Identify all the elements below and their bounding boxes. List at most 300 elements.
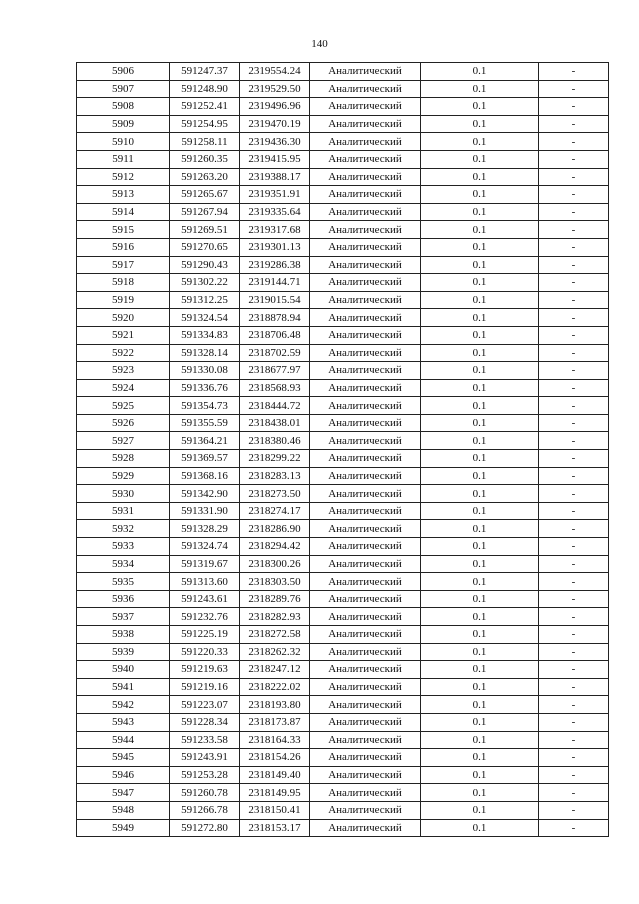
y-coordinate-cell: 2318438.01 xyxy=(240,414,310,432)
accuracy-cell: 0.1 xyxy=(421,643,539,661)
point-number-cell: 5937 xyxy=(77,608,170,626)
x-coordinate-cell: 591265.67 xyxy=(170,186,240,204)
note-cell: - xyxy=(539,274,609,292)
method-cell: Аналитический xyxy=(310,731,421,749)
point-number-cell: 5938 xyxy=(77,626,170,644)
x-coordinate-cell: 591354.73 xyxy=(170,397,240,415)
y-coordinate-cell: 2318878.94 xyxy=(240,309,310,327)
table-row xyxy=(77,379,609,397)
table-row xyxy=(77,626,609,644)
x-coordinate-cell: 591228.34 xyxy=(170,713,240,731)
y-coordinate-cell: 2319470.19 xyxy=(240,115,310,133)
method-cell: Аналитический xyxy=(310,590,421,608)
method-cell: Аналитический xyxy=(310,626,421,644)
note-cell: - xyxy=(539,485,609,503)
x-coordinate-cell: 591247.37 xyxy=(170,63,240,81)
note-cell: - xyxy=(539,291,609,309)
point-number-cell: 5928 xyxy=(77,450,170,468)
point-number-cell: 5917 xyxy=(77,256,170,274)
accuracy-cell: 0.1 xyxy=(421,538,539,556)
x-coordinate-cell: 591219.16 xyxy=(170,678,240,696)
x-coordinate-cell: 591302.22 xyxy=(170,274,240,292)
accuracy-cell: 0.1 xyxy=(421,274,539,292)
y-coordinate-cell: 2318154.26 xyxy=(240,749,310,767)
point-number-cell: 5949 xyxy=(77,819,170,837)
x-coordinate-cell: 591290.43 xyxy=(170,256,240,274)
method-cell: Аналитический xyxy=(310,485,421,503)
note-cell: - xyxy=(539,414,609,432)
table-row xyxy=(77,238,609,256)
y-coordinate-cell: 2318303.50 xyxy=(240,573,310,591)
y-coordinate-cell: 2318153.17 xyxy=(240,819,310,837)
x-coordinate-cell: 591364.21 xyxy=(170,432,240,450)
method-cell: Аналитический xyxy=(310,379,421,397)
accuracy-cell: 0.1 xyxy=(421,98,539,116)
y-coordinate-cell: 2318149.40 xyxy=(240,766,310,784)
accuracy-cell: 0.1 xyxy=(421,115,539,133)
point-number-cell: 5943 xyxy=(77,713,170,731)
x-coordinate-cell: 591248.90 xyxy=(170,80,240,98)
page-number: 140 xyxy=(311,38,328,50)
method-cell: Аналитический xyxy=(310,150,421,168)
accuracy-cell: 0.1 xyxy=(421,186,539,204)
accuracy-cell: 0.1 xyxy=(421,713,539,731)
accuracy-cell: 0.1 xyxy=(421,520,539,538)
note-cell: - xyxy=(539,150,609,168)
y-coordinate-cell: 2318193.80 xyxy=(240,696,310,714)
table-row xyxy=(77,502,609,520)
table-row xyxy=(77,538,609,556)
coordinates-table xyxy=(76,62,609,837)
method-cell: Аналитический xyxy=(310,555,421,573)
y-coordinate-cell: 2318283.13 xyxy=(240,467,310,485)
method-cell: Аналитический xyxy=(310,133,421,151)
table-row xyxy=(77,766,609,784)
note-cell: - xyxy=(539,590,609,608)
point-number-cell: 5922 xyxy=(77,344,170,362)
y-coordinate-cell: 2318444.72 xyxy=(240,397,310,415)
x-coordinate-cell: 591336.76 xyxy=(170,379,240,397)
accuracy-cell: 0.1 xyxy=(421,432,539,450)
point-number-cell: 5932 xyxy=(77,520,170,538)
point-number-cell: 5915 xyxy=(77,221,170,239)
method-cell: Аналитический xyxy=(310,326,421,344)
accuracy-cell: 0.1 xyxy=(421,766,539,784)
y-coordinate-cell: 2318222.02 xyxy=(240,678,310,696)
table-row xyxy=(77,168,609,186)
table-row xyxy=(77,801,609,819)
table-row xyxy=(77,133,609,151)
y-coordinate-cell: 2319286.38 xyxy=(240,256,310,274)
x-coordinate-cell: 591260.35 xyxy=(170,150,240,168)
accuracy-cell: 0.1 xyxy=(421,784,539,802)
point-number-cell: 5944 xyxy=(77,731,170,749)
note-cell: - xyxy=(539,80,609,98)
note-cell: - xyxy=(539,643,609,661)
method-cell: Аналитический xyxy=(310,221,421,239)
accuracy-cell: 0.1 xyxy=(421,203,539,221)
accuracy-cell: 0.1 xyxy=(421,801,539,819)
method-cell: Аналитический xyxy=(310,203,421,221)
point-number-cell: 5946 xyxy=(77,766,170,784)
point-number-cell: 5940 xyxy=(77,661,170,679)
y-coordinate-cell: 2319554.24 xyxy=(240,63,310,81)
y-coordinate-cell: 2318247.12 xyxy=(240,661,310,679)
method-cell: Аналитический xyxy=(310,432,421,450)
point-number-cell: 5930 xyxy=(77,485,170,503)
x-coordinate-cell: 591368.16 xyxy=(170,467,240,485)
table-row xyxy=(77,203,609,221)
note-cell: - xyxy=(539,784,609,802)
accuracy-cell: 0.1 xyxy=(421,221,539,239)
method-cell: Аналитический xyxy=(310,678,421,696)
table-row xyxy=(77,221,609,239)
method-cell: Аналитический xyxy=(310,291,421,309)
point-number-cell: 5913 xyxy=(77,186,170,204)
x-coordinate-cell: 591328.29 xyxy=(170,520,240,538)
note-cell: - xyxy=(539,432,609,450)
accuracy-cell: 0.1 xyxy=(421,397,539,415)
method-cell: Аналитический xyxy=(310,696,421,714)
x-coordinate-cell: 591324.74 xyxy=(170,538,240,556)
note-cell: - xyxy=(539,626,609,644)
x-coordinate-cell: 591369.57 xyxy=(170,450,240,468)
y-coordinate-cell: 2318273.50 xyxy=(240,485,310,503)
note-cell: - xyxy=(539,362,609,380)
method-cell: Аналитический xyxy=(310,186,421,204)
point-number-cell: 5907 xyxy=(77,80,170,98)
note-cell: - xyxy=(539,538,609,556)
table-row xyxy=(77,520,609,538)
note-cell: - xyxy=(539,819,609,837)
x-coordinate-cell: 591272.80 xyxy=(170,819,240,837)
x-coordinate-cell: 591243.91 xyxy=(170,749,240,767)
x-coordinate-cell: 591267.94 xyxy=(170,203,240,221)
x-coordinate-cell: 591328.14 xyxy=(170,344,240,362)
y-coordinate-cell: 2318380.46 xyxy=(240,432,310,450)
y-coordinate-cell: 2319144.71 xyxy=(240,274,310,292)
method-cell: Аналитический xyxy=(310,643,421,661)
note-cell: - xyxy=(539,520,609,538)
table-row xyxy=(77,309,609,327)
point-number-cell: 5948 xyxy=(77,801,170,819)
method-cell: Аналитический xyxy=(310,362,421,380)
accuracy-cell: 0.1 xyxy=(421,379,539,397)
accuracy-cell: 0.1 xyxy=(421,696,539,714)
table-row xyxy=(77,414,609,432)
x-coordinate-cell: 591243.61 xyxy=(170,590,240,608)
note-cell: - xyxy=(539,203,609,221)
table-row xyxy=(77,362,609,380)
y-coordinate-cell: 2318568.93 xyxy=(240,379,310,397)
y-coordinate-cell: 2319335.64 xyxy=(240,203,310,221)
table-row xyxy=(77,608,609,626)
point-number-cell: 5934 xyxy=(77,555,170,573)
accuracy-cell: 0.1 xyxy=(421,309,539,327)
point-number-cell: 5927 xyxy=(77,432,170,450)
point-number-cell: 5916 xyxy=(77,238,170,256)
method-cell: Аналитический xyxy=(310,397,421,415)
note-cell: - xyxy=(539,133,609,151)
y-coordinate-cell: 2318272.58 xyxy=(240,626,310,644)
point-number-cell: 5947 xyxy=(77,784,170,802)
accuracy-cell: 0.1 xyxy=(421,450,539,468)
x-coordinate-cell: 591266.78 xyxy=(170,801,240,819)
note-cell: - xyxy=(539,661,609,679)
table-row xyxy=(77,661,609,679)
accuracy-cell: 0.1 xyxy=(421,749,539,767)
point-number-cell: 5918 xyxy=(77,274,170,292)
note-cell: - xyxy=(539,696,609,714)
note-cell: - xyxy=(539,573,609,591)
accuracy-cell: 0.1 xyxy=(421,678,539,696)
accuracy-cell: 0.1 xyxy=(421,238,539,256)
y-coordinate-cell: 2319529.50 xyxy=(240,80,310,98)
x-coordinate-cell: 591331.90 xyxy=(170,502,240,520)
accuracy-cell: 0.1 xyxy=(421,608,539,626)
x-coordinate-cell: 591253.28 xyxy=(170,766,240,784)
y-coordinate-cell: 2318262.32 xyxy=(240,643,310,661)
accuracy-cell: 0.1 xyxy=(421,467,539,485)
note-cell: - xyxy=(539,115,609,133)
note-cell: - xyxy=(539,379,609,397)
method-cell: Аналитический xyxy=(310,538,421,556)
y-coordinate-cell: 2318299.22 xyxy=(240,450,310,468)
table-row xyxy=(77,274,609,292)
note-cell: - xyxy=(539,98,609,116)
y-coordinate-cell: 2318173.87 xyxy=(240,713,310,731)
accuracy-cell: 0.1 xyxy=(421,661,539,679)
note-cell: - xyxy=(539,309,609,327)
y-coordinate-cell: 2319388.17 xyxy=(240,168,310,186)
point-number-cell: 5924 xyxy=(77,379,170,397)
table-row xyxy=(77,150,609,168)
x-coordinate-cell: 591269.51 xyxy=(170,221,240,239)
point-number-cell: 5909 xyxy=(77,115,170,133)
method-cell: Аналитический xyxy=(310,256,421,274)
table-row xyxy=(77,713,609,731)
point-number-cell: 5929 xyxy=(77,467,170,485)
note-cell: - xyxy=(539,608,609,626)
x-coordinate-cell: 591263.20 xyxy=(170,168,240,186)
y-coordinate-cell: 2319301.13 xyxy=(240,238,310,256)
accuracy-cell: 0.1 xyxy=(421,256,539,274)
point-number-cell: 5942 xyxy=(77,696,170,714)
table-row xyxy=(77,643,609,661)
coordinates-table-body xyxy=(77,63,609,837)
note-cell: - xyxy=(539,467,609,485)
method-cell: Аналитический xyxy=(310,502,421,520)
note-cell: - xyxy=(539,502,609,520)
table-row xyxy=(77,731,609,749)
table-row xyxy=(77,573,609,591)
accuracy-cell: 0.1 xyxy=(421,485,539,503)
y-coordinate-cell: 2319415.95 xyxy=(240,150,310,168)
accuracy-cell: 0.1 xyxy=(421,626,539,644)
accuracy-cell: 0.1 xyxy=(421,555,539,573)
note-cell: - xyxy=(539,397,609,415)
table-row xyxy=(77,590,609,608)
note-cell: - xyxy=(539,801,609,819)
y-coordinate-cell: 2318286.90 xyxy=(240,520,310,538)
method-cell: Аналитический xyxy=(310,749,421,767)
note-cell: - xyxy=(539,749,609,767)
note-cell: - xyxy=(539,450,609,468)
table-row xyxy=(77,555,609,573)
table-row xyxy=(77,678,609,696)
point-number-cell: 5912 xyxy=(77,168,170,186)
x-coordinate-cell: 591355.59 xyxy=(170,414,240,432)
x-coordinate-cell: 591258.11 xyxy=(170,133,240,151)
point-number-cell: 5914 xyxy=(77,203,170,221)
accuracy-cell: 0.1 xyxy=(421,133,539,151)
method-cell: Аналитический xyxy=(310,115,421,133)
y-coordinate-cell: 2318289.76 xyxy=(240,590,310,608)
point-number-cell: 5923 xyxy=(77,362,170,380)
table-row xyxy=(77,696,609,714)
y-coordinate-cell: 2318282.93 xyxy=(240,608,310,626)
method-cell: Аналитический xyxy=(310,713,421,731)
point-number-cell: 5908 xyxy=(77,98,170,116)
table-row xyxy=(77,819,609,837)
table-row xyxy=(77,98,609,116)
y-coordinate-cell: 2318702.59 xyxy=(240,344,310,362)
point-number-cell: 5926 xyxy=(77,414,170,432)
point-number-cell: 5911 xyxy=(77,150,170,168)
method-cell: Аналитический xyxy=(310,414,421,432)
x-coordinate-cell: 591330.08 xyxy=(170,362,240,380)
note-cell: - xyxy=(539,713,609,731)
accuracy-cell: 0.1 xyxy=(421,63,539,81)
y-coordinate-cell: 2318677.97 xyxy=(240,362,310,380)
method-cell: Аналитический xyxy=(310,520,421,538)
table-row xyxy=(77,256,609,274)
point-number-cell: 5925 xyxy=(77,397,170,415)
accuracy-cell: 0.1 xyxy=(421,326,539,344)
method-cell: Аналитический xyxy=(310,766,421,784)
y-coordinate-cell: 2318149.95 xyxy=(240,784,310,802)
y-coordinate-cell: 2319317.68 xyxy=(240,221,310,239)
x-coordinate-cell: 591324.54 xyxy=(170,309,240,327)
x-coordinate-cell: 591232.76 xyxy=(170,608,240,626)
x-coordinate-cell: 591223.07 xyxy=(170,696,240,714)
table-row xyxy=(77,80,609,98)
accuracy-cell: 0.1 xyxy=(421,414,539,432)
note-cell: - xyxy=(539,256,609,274)
point-number-cell: 5939 xyxy=(77,643,170,661)
method-cell: Аналитический xyxy=(310,661,421,679)
table-row xyxy=(77,115,609,133)
table-row xyxy=(77,749,609,767)
note-cell: - xyxy=(539,168,609,186)
y-coordinate-cell: 2319015.54 xyxy=(240,291,310,309)
x-coordinate-cell: 591225.19 xyxy=(170,626,240,644)
accuracy-cell: 0.1 xyxy=(421,344,539,362)
method-cell: Аналитический xyxy=(310,608,421,626)
method-cell: Аналитический xyxy=(310,784,421,802)
x-coordinate-cell: 591342.90 xyxy=(170,485,240,503)
point-number-cell: 5945 xyxy=(77,749,170,767)
table-row xyxy=(77,326,609,344)
note-cell: - xyxy=(539,555,609,573)
method-cell: Аналитический xyxy=(310,98,421,116)
x-coordinate-cell: 591313.60 xyxy=(170,573,240,591)
point-number-cell: 5921 xyxy=(77,326,170,344)
point-number-cell: 5935 xyxy=(77,573,170,591)
accuracy-cell: 0.1 xyxy=(421,291,539,309)
method-cell: Аналитический xyxy=(310,819,421,837)
method-cell: Аналитический xyxy=(310,238,421,256)
method-cell: Аналитический xyxy=(310,63,421,81)
table-row xyxy=(77,186,609,204)
accuracy-cell: 0.1 xyxy=(421,80,539,98)
point-number-cell: 5941 xyxy=(77,678,170,696)
note-cell: - xyxy=(539,678,609,696)
accuracy-cell: 0.1 xyxy=(421,590,539,608)
method-cell: Аналитический xyxy=(310,80,421,98)
y-coordinate-cell: 2318294.42 xyxy=(240,538,310,556)
y-coordinate-cell: 2318274.17 xyxy=(240,502,310,520)
y-coordinate-cell: 2318300.26 xyxy=(240,555,310,573)
method-cell: Аналитический xyxy=(310,168,421,186)
x-coordinate-cell: 591270.65 xyxy=(170,238,240,256)
table-row xyxy=(77,397,609,415)
note-cell: - xyxy=(539,221,609,239)
method-cell: Аналитический xyxy=(310,801,421,819)
point-number-cell: 5906 xyxy=(77,63,170,81)
accuracy-cell: 0.1 xyxy=(421,573,539,591)
x-coordinate-cell: 591233.58 xyxy=(170,731,240,749)
y-coordinate-cell: 2318150.41 xyxy=(240,801,310,819)
x-coordinate-cell: 591252.41 xyxy=(170,98,240,116)
accuracy-cell: 0.1 xyxy=(421,362,539,380)
method-cell: Аналитический xyxy=(310,309,421,327)
note-cell: - xyxy=(539,238,609,256)
note-cell: - xyxy=(539,186,609,204)
method-cell: Аналитический xyxy=(310,573,421,591)
x-coordinate-cell: 591260.78 xyxy=(170,784,240,802)
table-row xyxy=(77,63,609,81)
method-cell: Аналитический xyxy=(310,450,421,468)
note-cell: - xyxy=(539,731,609,749)
point-number-cell: 5910 xyxy=(77,133,170,151)
y-coordinate-cell: 2318164.33 xyxy=(240,731,310,749)
x-coordinate-cell: 591254.95 xyxy=(170,115,240,133)
note-cell: - xyxy=(539,63,609,81)
accuracy-cell: 0.1 xyxy=(421,731,539,749)
table-row xyxy=(77,291,609,309)
table-row xyxy=(77,784,609,802)
point-number-cell: 5933 xyxy=(77,538,170,556)
point-number-cell: 5936 xyxy=(77,590,170,608)
x-coordinate-cell: 591334.83 xyxy=(170,326,240,344)
method-cell: Аналитический xyxy=(310,274,421,292)
point-number-cell: 5931 xyxy=(77,502,170,520)
y-coordinate-cell: 2318706.48 xyxy=(240,326,310,344)
accuracy-cell: 0.1 xyxy=(421,502,539,520)
x-coordinate-cell: 591219.63 xyxy=(170,661,240,679)
table-row xyxy=(77,432,609,450)
point-number-cell: 5919 xyxy=(77,291,170,309)
y-coordinate-cell: 2319436.30 xyxy=(240,133,310,151)
accuracy-cell: 0.1 xyxy=(421,819,539,837)
point-number-cell: 5920 xyxy=(77,309,170,327)
table-row xyxy=(77,467,609,485)
note-cell: - xyxy=(539,766,609,784)
accuracy-cell: 0.1 xyxy=(421,150,539,168)
note-cell: - xyxy=(539,344,609,362)
x-coordinate-cell: 591319.67 xyxy=(170,555,240,573)
